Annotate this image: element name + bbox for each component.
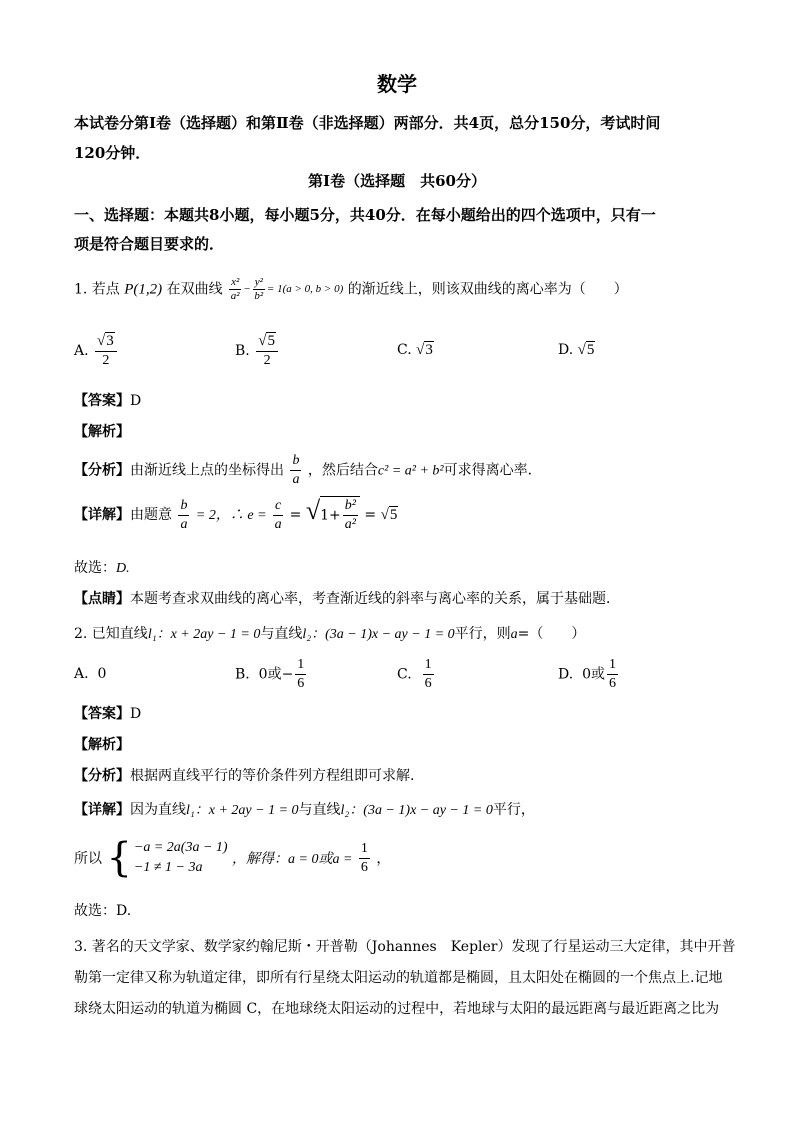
section-heading: 第Ⅰ卷（选择题 共60分） [308,172,486,190]
question-2-stem: 2. 已知直线l₁：x + 2ay − 1 = 0与直线l₂：(3a − 1)x − ay − 1 = 0平行，则a=（ ） [74,626,586,642]
intro-line-1: 本试卷分第Ⅰ卷（选择题）和第Ⅱ卷（非选择题）两部分．共4页，总分150分，考试时间 [74,114,661,132]
paper-title: 数学 [377,72,417,96]
q1-options [74,332,714,372]
q2-options [74,656,714,696]
exam-intro [74,108,660,168]
q2-final-choice: 故选：D. [74,903,132,919]
q2-system-eq-2: −1 ≠ 1 − 3a [133,860,203,875]
q1-option-b: B. $\frac{√5}{2}$ [235,332,280,370]
q1-analysis-tag: 【解析】 [74,424,130,440]
q1-option-a: A. $\frac{√3}{2}$ [74,332,119,370]
q1-option-c: C. √3 [397,342,433,358]
q1-dianjing: 【点睛】本题考查求双曲线的离心率，考查渐近线的斜率与离心率的关系，属于基础题． [74,591,620,607]
q1-text-end: 的渐近线上，则该双曲线的离心率为（ ） [347,281,628,298]
q1-option-d: D. √5 [558,342,595,358]
q2-fenxi: 【分析】根据两直线平行的等价条件列方程组即可求解. [74,768,415,784]
q2-answer: 【答案】D [74,706,142,722]
question-3-stem [74,932,736,1025]
q1-point: P(1,2) [124,281,163,298]
q3-line-2: 勒第一定律又称为轨道定律，即所有行星绕太阳运动的轨道都是椭圆，且太阳处在椭圆的一个焦点上.记地 [74,970,723,986]
q2-option-b: B. 0或− $\frac{1}{6}$ [235,657,305,691]
q1-fenxi: 【分析】由渐近线上点的坐标得出 $\frac{b}{a}$ ，然后结合c² = a² + b²可求得离心率． [74,453,542,487]
q1-xiangjie: 【详解】由题意 $\frac{b}{a}$ = 2，∴ e = $\frac{c}{a}$ = √1+ $\frac{\text{b²}}{\text{a²}}$ = √5 [74,496,398,532]
q2-xiangjie: 【详解】因为直线l₁：x + 2ay − 1 = 0与直线l₂：(3a − 1)x − ay − 1 = 0平行， [74,802,535,818]
intro-line-2: 120分钟． [74,144,151,162]
q2-option-a: A. 0 [74,666,107,682]
q2-option-d: D. 0或 $\frac{1}{6}$ [558,657,617,691]
question-1-stem [74,276,628,303]
q3-line-3: 球绕太阳运动的轨道为椭圆 C，在地球绕太阳运动的过程中，若地球与太阳的最远距离与最近距离之比为 [74,1001,720,1017]
q3-line-1: 3. 著名的天文学家、数学家约翰尼斯・开普勒（Johannes Kepler）发现了行星运动三大定律，其中开普 [74,939,736,955]
q1-final-choice: 故选：D. [74,560,130,576]
q2-system-eq-1: −a = 2a(3a − 1) [133,840,228,855]
section-desc-line-2: 项是符合题目要求的． [74,235,225,253]
q1-answer: 【答案】D [74,393,142,409]
q2-system: 所以 { −a = 2a(3a − 1) −1 ≠ 1 − 3a ，解得：a = 0或a = $\frac{1}{6}$ ， [74,835,391,881]
section-desc-line-1: 一、选择题：本题共8小题，每小题5分，共40分．在每小题给出的四个选项中，只有一 [74,206,656,224]
q1-text-mid: 在双曲线 [166,281,223,298]
section-description [74,201,656,259]
q1-number: 1. 若点 [74,281,120,298]
q2-option-c: C. $\frac{1}{6}$ [397,657,432,691]
q2-analysis-tag: 【解析】 [74,737,130,753]
q1-hyperbola-equation: $\frac{\text{x²}}{\text{a²}}$ − $\frac{\text{y²}}{\text{b²}}$ = 1(a > 0, b > 0) [230,276,344,302]
